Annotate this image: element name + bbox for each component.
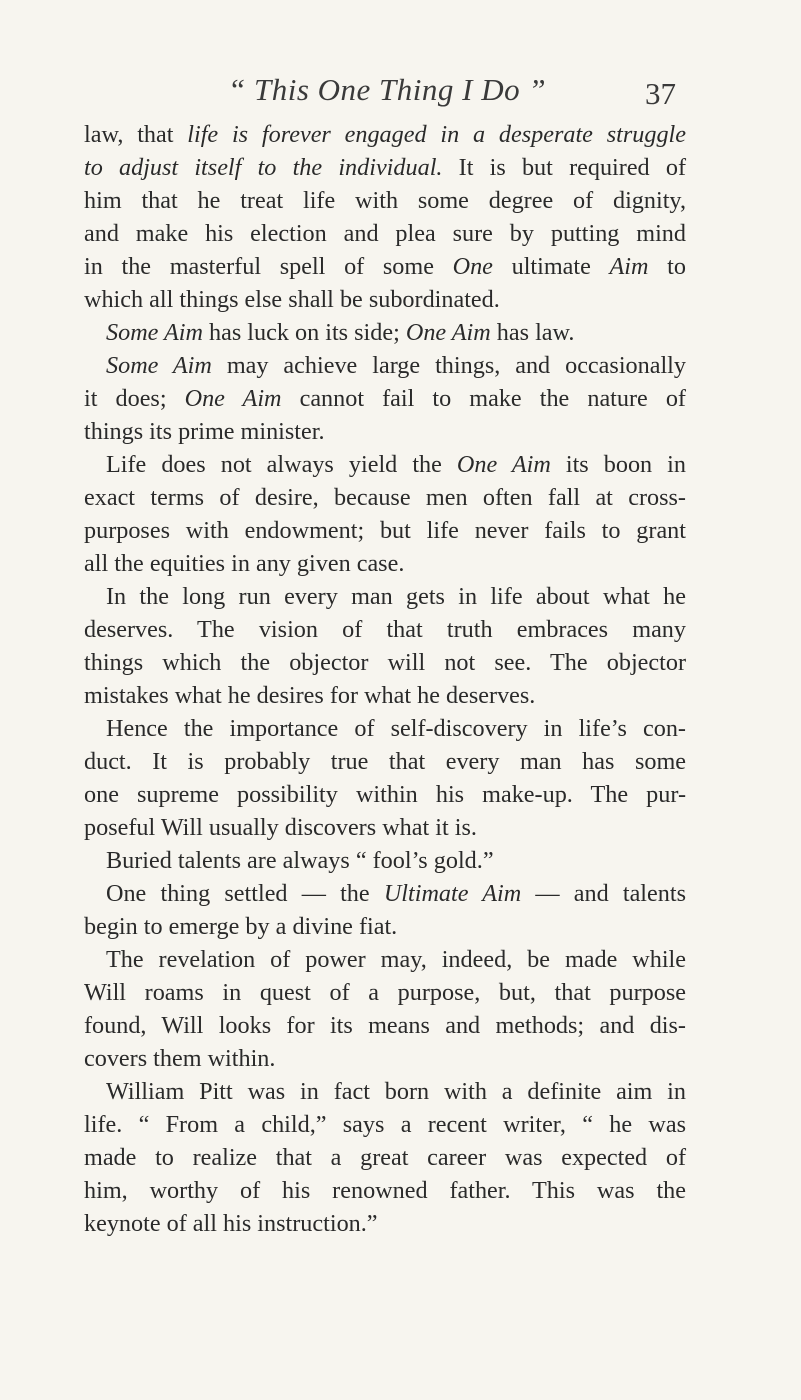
text-line: him that he treat life with some degree of dignity, [84,187,686,214]
text-line: to adjust itself to the individual. It is but required of [84,154,686,181]
text-line: all the equities in any given case. [84,550,405,577]
page-number: 37 [645,76,676,111]
text-line: one supreme possibility within his make-up. The pur- [84,781,686,808]
text-line: The revelation of power may, indeed, be made while [106,946,686,973]
text-line: Some Aim has luck on its side; One Aim has law. [106,319,575,346]
text-line: William Pitt was in fact born with a definite aim in [106,1078,686,1105]
text-line: in the masterful spell of some One ultimate Aim to [84,253,686,280]
text-line: him, worthy of his renowned father. This was the [84,1177,686,1204]
text-line: begin to emerge by a divine fiat. [84,913,398,940]
text-line: duct. It is probably true that every man has some [84,748,686,775]
text-line: found, Will looks for its means and methods; and dis- [84,1012,686,1039]
text-line: purposes with endowment; but life never fails to grant [84,517,686,544]
text-line: it does; One Aim cannot fail to make the nature of [84,385,686,412]
body-text [84,118,686,1240]
text-line: life. “ From a child,” says a recent writer, “ he was [84,1111,686,1138]
text-line: things which the objector will not see. The objector [84,649,686,676]
text-line: Life does not always yield the One Aim its boon in [106,451,686,478]
text-line: covers them within. [84,1045,276,1072]
text-line: Hence the importance of self-discovery in life’s con- [106,715,686,742]
page-header [0,72,801,118]
text-line: and make his election and plea sure by putting mind [84,220,686,247]
text-line: One thing settled — the Ultimate Aim — and talents [106,880,686,907]
text-line: Buried talents are always “ fool’s gold.” [106,847,494,874]
text-line: which all things else shall be subordinated. [84,286,500,313]
text-line: mistakes what he desires for what he deserves. [84,682,536,709]
text-line: made to realize that a great career was expected of [84,1144,686,1171]
text-line: things its prime minister. [84,418,325,445]
text-line: deserves. The vision of that truth embraces many [84,616,686,643]
text-line: Will roams in quest of a purpose, but, that purpose [84,979,686,1006]
text-line: keynote of all his instruction.” [84,1210,378,1237]
text-line: In the long run every man gets in life about what he [106,583,686,610]
text-line: Some Aim may achieve large things, and occasionally [106,352,686,379]
text-line: exact terms of desire, because men often fall at cross- [84,484,686,511]
running-title: “ This One Thing I Do ” [228,72,547,107]
text-line: poseful Will usually discovers what it is. [84,814,477,841]
text-line: law, that life is forever engaged in a desperate struggle [84,121,686,148]
